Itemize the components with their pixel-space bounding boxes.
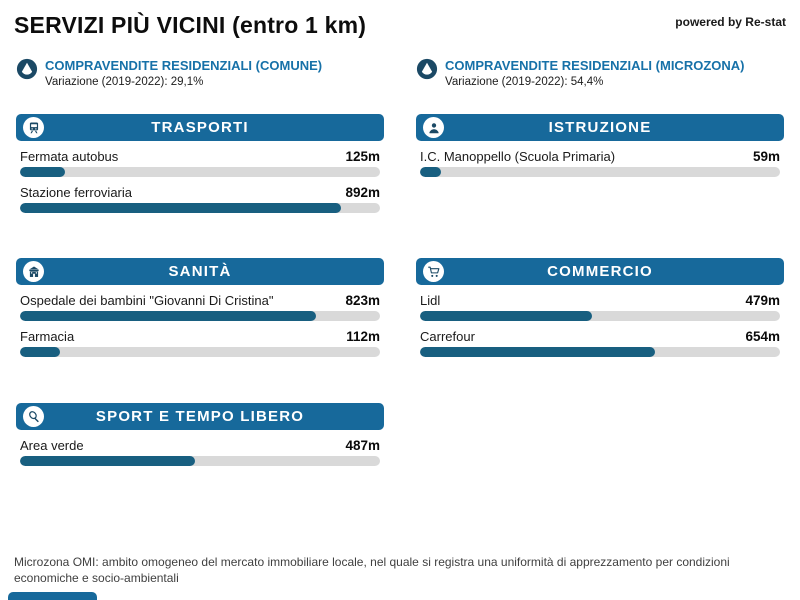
service-row xyxy=(20,329,380,344)
service-label: Area verde xyxy=(20,438,84,453)
service-distance: 125m xyxy=(345,149,380,164)
service-label: Lidl xyxy=(420,293,441,308)
microzona-note: Microzona OMI: ambito omogeneo del mercato immobiliare locale, nel quale si registra una uniformità di apprezzamento per condizioni economiche e socio-ambientali xyxy=(14,555,730,585)
distance-bar-track xyxy=(20,311,380,321)
service-row xyxy=(420,329,780,344)
service-distance: 892m xyxy=(345,185,380,200)
section-header xyxy=(16,258,384,285)
service-distance: 487m xyxy=(345,438,380,453)
cart-icon xyxy=(423,261,444,282)
delta-drop-icon xyxy=(416,58,438,80)
distance-bar-fill xyxy=(20,167,65,177)
distance-bar-track xyxy=(420,347,780,357)
section-sport xyxy=(16,403,384,466)
service-label: Ospedale dei bambini "Giovanni Di Cristina" xyxy=(20,293,274,308)
service-item xyxy=(20,185,380,213)
section-title: SANITÀ xyxy=(168,263,232,280)
service-row xyxy=(20,149,380,164)
section-header xyxy=(16,114,384,141)
distance-bar-track xyxy=(20,167,380,177)
service-label: Carrefour xyxy=(420,329,475,344)
section-header xyxy=(416,258,784,285)
service-distance: 823m xyxy=(345,293,380,308)
service-row xyxy=(420,149,780,164)
distance-bar-fill xyxy=(20,347,60,357)
section-sanita xyxy=(16,258,384,357)
distance-bar-fill xyxy=(420,167,441,177)
stat-compravendite-microzona xyxy=(416,58,744,88)
section-title: TRASPORTI xyxy=(151,119,249,136)
service-item xyxy=(420,149,780,177)
section-items xyxy=(16,438,384,466)
powered-by-label: powered by Re-stat xyxy=(675,15,786,29)
service-distance: 59m xyxy=(752,149,780,164)
distance-bar-fill xyxy=(20,456,195,466)
teacher-icon xyxy=(423,117,444,138)
distance-bar-track xyxy=(420,167,780,177)
service-label: Stazione ferroviaria xyxy=(20,185,132,200)
distance-bar-fill xyxy=(420,347,655,357)
service-label: I.C. Manoppello (Scuola Primaria) xyxy=(420,149,616,164)
stat-label: COMPRAVENDITE RESIDENZIALI (COMUNE) xyxy=(45,58,323,73)
section-items xyxy=(416,149,784,177)
distance-bar-track xyxy=(420,311,780,321)
section-istruzione xyxy=(416,114,784,177)
section-items xyxy=(16,149,384,213)
section-commercio xyxy=(416,258,784,357)
racket-icon xyxy=(23,406,44,427)
service-item xyxy=(20,149,380,177)
section-header xyxy=(16,403,384,430)
service-distance: 479m xyxy=(745,293,780,308)
cutoff-section-header xyxy=(8,592,97,600)
train-icon xyxy=(23,117,44,138)
service-row xyxy=(420,293,780,308)
service-item xyxy=(20,293,380,321)
service-label: Fermata autobus xyxy=(20,149,119,164)
service-item xyxy=(20,438,380,466)
service-row xyxy=(20,438,380,453)
section-title: COMMERCIO xyxy=(547,263,653,280)
section-items xyxy=(416,293,784,357)
section-header xyxy=(416,114,784,141)
stat-variation: Variazione (2019-2022): 54,4% xyxy=(445,76,604,88)
page-title: SERVIZI PIÙ VICINI (entro 1 km) xyxy=(14,12,367,38)
service-item xyxy=(420,293,780,321)
distance-bar-track xyxy=(20,203,380,213)
service-item xyxy=(20,329,380,357)
distance-bar-fill xyxy=(20,203,341,213)
distance-bar-fill xyxy=(20,311,316,321)
stat-label: COMPRAVENDITE RESIDENZIALI (MICROZONA) xyxy=(445,58,745,73)
service-label: Farmacia xyxy=(20,329,75,344)
stat-compravendite-comune xyxy=(16,58,322,88)
section-title: ISTRUZIONE xyxy=(548,119,652,136)
service-distance: 112m xyxy=(346,329,380,344)
service-distance: 654m xyxy=(745,329,780,344)
section-title: SPORT E TEMPO LIBERO xyxy=(95,408,305,425)
stat-variation: Variazione (2019-2022): 29,1% xyxy=(45,76,204,88)
hospital-icon xyxy=(23,261,44,282)
distance-bar-track xyxy=(20,456,380,466)
section-items xyxy=(16,293,384,357)
delta-drop-icon xyxy=(16,58,38,80)
distance-bar-fill xyxy=(420,311,592,321)
service-row xyxy=(20,185,380,200)
service-row xyxy=(20,293,380,308)
service-item xyxy=(420,329,780,357)
section-trasporti xyxy=(16,114,384,213)
distance-bar-track xyxy=(20,347,380,357)
